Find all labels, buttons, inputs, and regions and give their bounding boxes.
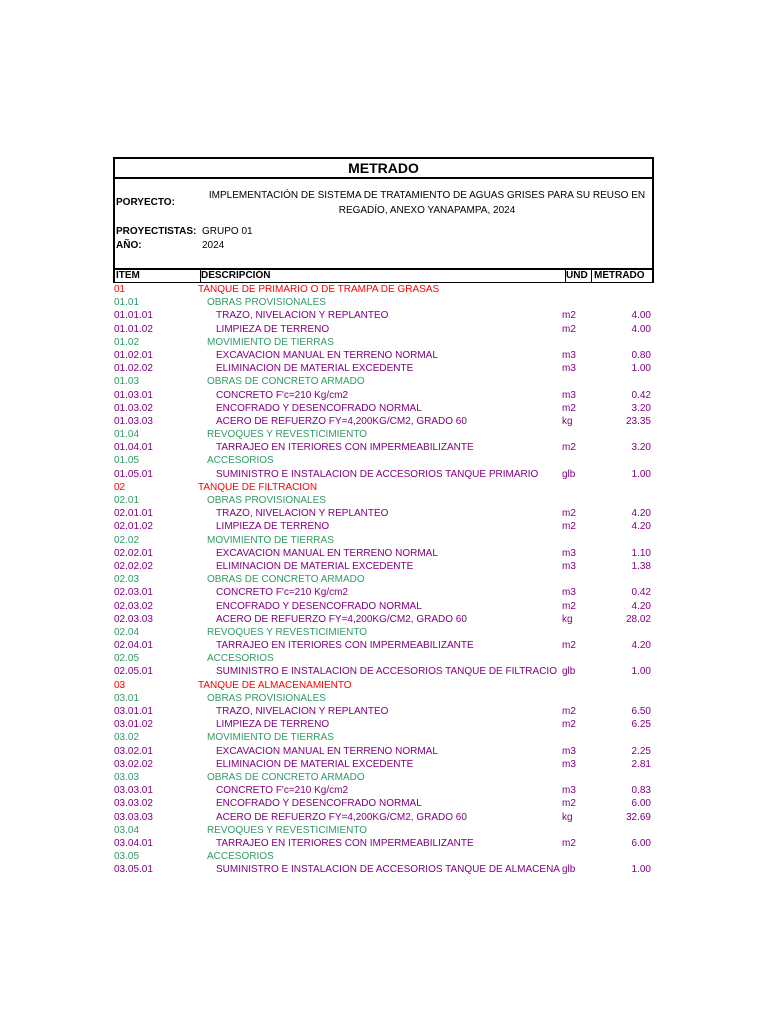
- row-description: REVOQUES Y REVESTICIMIENTO: [207, 626, 368, 638]
- row-item-code: 03: [114, 679, 126, 691]
- table-row: [113, 718, 654, 731]
- row-description: SUMINISTRO E INSTALACION DE ACCESORIOS TANQUE DE ALMACENA: [216, 864, 560, 876]
- row-description: ACCESORIOS: [207, 455, 274, 467]
- table-row: [113, 323, 654, 336]
- row-metrado: 6.00: [631, 837, 651, 849]
- column-header-metrado: METRADO: [594, 270, 645, 281]
- row-description: SUMINISTRO E INSTALACION DE ACCESORIOS TANQUE DE FILTRACIO: [216, 666, 557, 678]
- designers-value: GRUPO 01: [202, 226, 253, 237]
- row-metrado: 6.00: [631, 798, 651, 810]
- table-row: [113, 824, 654, 837]
- row-item-code: 02.05.01: [114, 666, 153, 678]
- row-item-code: 03.02.01: [114, 745, 153, 757]
- row-item-code: 03.03: [114, 771, 140, 783]
- row-description: OBRAS DE CONCRETO ARMADO: [207, 376, 365, 388]
- row-description: MOVIMIENTO DE TIERRAS: [207, 336, 334, 348]
- row-unit: [562, 692, 587, 705]
- row-metrado: 1.00: [631, 864, 651, 876]
- row-item-code: 01.01.02: [114, 323, 153, 335]
- table-row: [113, 402, 654, 415]
- row-description: ENCOFRADO Y DESENCOFRADO NORMAL: [216, 402, 422, 414]
- row-item-code: 01.01.01: [114, 310, 153, 322]
- row-metrado: 0.80: [631, 349, 651, 361]
- row-description: TANQUE DE PRIMARIO O DE TRAMPA DE GRASAS: [198, 284, 440, 295]
- row-description: ACERO DE REFUERZO FY=4,200KG/CM2, GRADO 60: [216, 415, 467, 427]
- row-description: TRAZO, NIVELACION Y REPLANTEO: [216, 508, 389, 520]
- row-item-code: 01.03.02: [114, 402, 153, 414]
- row-unit: [562, 850, 587, 863]
- table-row: [113, 705, 654, 718]
- row-description: OBRAS PROVISIONALES: [207, 692, 326, 704]
- row-description: SUMINISTRO E INSTALACION DE ACCESORIOS TANQUE PRIMARIO: [216, 468, 539, 480]
- row-unit: kg: [562, 811, 573, 823]
- table-row: [113, 441, 654, 454]
- row-metrado: [587, 336, 654, 349]
- table-row: [113, 309, 654, 322]
- column-header-item: ITEM: [115, 270, 201, 282]
- row-description: EXCAVACION MANUAL EN TERRENO NORMAL: [216, 745, 438, 757]
- table-row: [113, 389, 654, 402]
- designers-row: [115, 225, 652, 239]
- row-description: CONCRETO F'c=210 Kg/cm2: [216, 587, 349, 599]
- row-item-code: 02.01.02: [114, 521, 153, 533]
- row-metrado: [587, 283, 654, 296]
- table-row: [113, 758, 654, 771]
- table-row: [113, 520, 654, 533]
- row-unit: m3: [562, 758, 576, 770]
- row-unit: m3: [562, 560, 576, 572]
- table-row: [113, 863, 654, 876]
- table-row: [113, 468, 654, 481]
- table-row: [113, 494, 654, 507]
- row-unit: [562, 652, 587, 665]
- table-row: [113, 613, 654, 626]
- table-row: [113, 481, 654, 494]
- table-row: [113, 507, 654, 520]
- row-description: REVOQUES Y REVESTICIMIENTO: [207, 824, 368, 836]
- row-unit: m3: [562, 745, 576, 757]
- row-unit: m2: [562, 402, 576, 414]
- row-metrado: [587, 454, 654, 467]
- row-description: OBRAS DE CONCRETO ARMADO: [207, 574, 365, 586]
- row-description: MOVIMIENTO DE TIERRAS: [207, 534, 334, 546]
- row-unit: m2: [562, 323, 576, 335]
- row-unit: [562, 428, 587, 441]
- row-description: MOVIMIENTO DE TIERRAS: [207, 732, 334, 744]
- row-item-code: 01: [114, 284, 126, 295]
- table-row: [113, 454, 654, 467]
- row-unit: [562, 375, 587, 388]
- row-metrado: 4.20: [631, 640, 651, 652]
- row-unit: [562, 771, 587, 784]
- table-body: [113, 283, 654, 876]
- row-description: CONCRETO F'c=210 Kg/cm2: [216, 785, 349, 797]
- row-item-code: 01.02: [114, 336, 140, 348]
- row-metrado: [587, 692, 654, 705]
- row-metrado: [587, 679, 654, 692]
- row-description: TRAZO, NIVELACION Y REPLANTEO: [216, 706, 389, 717]
- row-metrado: 4.20: [631, 521, 651, 533]
- row-metrado: 1.00: [631, 468, 651, 480]
- row-unit: [562, 494, 587, 507]
- row-metrado: 1.00: [631, 363, 651, 375]
- row-item-code: 01.04: [114, 429, 140, 441]
- row-description: LIMPIEZA DE TERRENO: [216, 323, 330, 335]
- row-item-code: 02.02.02: [114, 560, 153, 572]
- table-row: [113, 837, 654, 850]
- row-description: ACCESORIOS: [207, 653, 274, 665]
- table-row: [113, 362, 654, 375]
- row-item-code: 03.03.02: [114, 798, 153, 810]
- year-row: [115, 239, 652, 253]
- row-metrado: 1.38: [631, 560, 651, 572]
- row-description: TARRAJEO EN ITERIORES CON IMPERMEABILIZANTE: [216, 442, 474, 454]
- row-description: ELIMINACION DE MATERIAL EXCEDENTE: [216, 363, 414, 375]
- table-row: [113, 415, 654, 428]
- row-description: ELIMINACION DE MATERIAL EXCEDENTE: [216, 560, 414, 572]
- column-header-row: [113, 268, 654, 283]
- row-metrado: 23.35: [625, 415, 651, 427]
- row-metrado: 2.81: [631, 758, 651, 770]
- row-item-code: 03.01: [114, 692, 140, 704]
- row-unit: m2: [562, 706, 576, 717]
- row-description: TANQUE DE ALMACENAMIENTO: [198, 679, 352, 691]
- row-metrado: 1.00: [631, 666, 651, 678]
- row-unit: [562, 454, 587, 467]
- column-header-unit: UND: [566, 270, 592, 282]
- row-item-code: 02.03.03: [114, 613, 153, 625]
- row-metrado: 4.00: [631, 310, 651, 322]
- row-unit: [562, 534, 587, 547]
- row-item-code: 03.05: [114, 851, 140, 863]
- row-unit: m3: [562, 389, 576, 401]
- year-value: 2024: [202, 240, 225, 251]
- row-item-code: 03.04.01: [114, 837, 153, 849]
- row-metrado: 4.20: [631, 508, 651, 520]
- row-item-code: 01.05.01: [114, 468, 153, 480]
- table-row: [113, 784, 654, 797]
- row-unit: [562, 824, 587, 837]
- row-description: OBRAS PROVISIONALES: [207, 297, 326, 309]
- row-unit: m3: [562, 349, 576, 361]
- row-metrado: 3.20: [631, 442, 651, 454]
- row-unit: kg: [562, 415, 573, 427]
- row-description: REVOQUES Y REVESTICIMIENTO: [207, 429, 368, 441]
- row-item-code: 01.05: [114, 455, 140, 467]
- table-row: [113, 428, 654, 441]
- row-metrado: 28.02: [625, 613, 651, 625]
- year-label: AÑO:: [116, 240, 142, 251]
- row-item-code: 02.03: [114, 574, 140, 586]
- row-description: EXCAVACION MANUAL EN TERRENO NORMAL: [216, 547, 438, 559]
- row-unit: m2: [562, 837, 576, 849]
- table-row: [113, 652, 654, 665]
- row-item-code: 02.05: [114, 653, 140, 665]
- row-metrado: [587, 494, 654, 507]
- table-row: [113, 797, 654, 810]
- row-description: ACERO DE REFUERZO FY=4,200KG/CM2, GRADO 60: [216, 613, 467, 625]
- row-unit: glb: [562, 468, 576, 480]
- table-row: [113, 349, 654, 362]
- row-item-code: 01.03: [114, 376, 140, 388]
- row-unit: [562, 336, 587, 349]
- row-unit: m2: [562, 719, 576, 731]
- table-row: [113, 692, 654, 705]
- row-description: ACERO DE REFUERZO FY=4,200KG/CM2, GRADO 60: [216, 811, 467, 823]
- row-description: OBRAS DE CONCRETO ARMADO: [207, 771, 365, 783]
- row-item-code: 01.04.01: [114, 442, 153, 454]
- row-description: CONCRETO F'c=210 Kg/cm2: [216, 389, 349, 401]
- row-metrado: [587, 731, 654, 744]
- row-item-code: 02.02.01: [114, 547, 153, 559]
- row-metrado: 3.20: [631, 402, 651, 414]
- sheet-title: METRADO: [115, 159, 652, 179]
- project-text: IMPLEMENTACIÓN DE SISTEMA DE TRATAMIENTO DE AGUAS GRISES PARA SU REUSO EN REGADÍO, ANEXO YANAPAMPA, 2024: [208, 190, 646, 216]
- row-item-code: 02: [114, 481, 126, 493]
- row-description: EXCAVACION MANUAL EN TERRENO NORMAL: [216, 349, 438, 361]
- row-metrado: 0.42: [631, 587, 651, 599]
- row-description: TARRAJEO EN ITERIORES CON IMPERMEABILIZANTE: [216, 640, 474, 652]
- table-row: [113, 534, 654, 547]
- row-item-code: 03.05.01: [114, 864, 153, 876]
- project-label: PORYECTO:: [116, 196, 175, 208]
- row-metrado: 6.25: [631, 719, 651, 731]
- row-metrado: 32.69: [625, 811, 651, 823]
- row-item-code: 03.04: [114, 824, 140, 836]
- row-unit: m2: [562, 798, 576, 810]
- row-item-code: 03.03.03: [114, 811, 153, 823]
- row-metrado: [587, 296, 654, 309]
- row-metrado: [587, 850, 654, 863]
- row-description: LIMPIEZA DE TERRENO: [216, 719, 330, 731]
- row-item-code: 01.02.01: [114, 349, 153, 361]
- row-unit: kg: [562, 613, 573, 625]
- row-metrado: 0.42: [631, 389, 651, 401]
- row-unit: [562, 481, 587, 494]
- row-unit: m3: [562, 587, 576, 599]
- table-row: [113, 560, 654, 573]
- row-metrado: 0.83: [631, 785, 651, 797]
- row-metrado: 4.20: [631, 600, 651, 612]
- table-row: [113, 375, 654, 388]
- row-unit: m2: [562, 508, 576, 520]
- row-unit: [562, 573, 587, 586]
- row-item-code: 03.02.02: [114, 758, 153, 770]
- row-item-code: 01.03.01: [114, 389, 153, 401]
- row-metrado: [587, 573, 654, 586]
- row-unit: m2: [562, 640, 576, 652]
- row-unit: m2: [562, 442, 576, 454]
- header-spacer: [115, 253, 652, 268]
- table-row: [113, 679, 654, 692]
- row-description: ENCOFRADO Y DESENCOFRADO NORMAL: [216, 600, 422, 612]
- row-metrado: 1.10: [631, 547, 651, 559]
- row-unit: [562, 296, 587, 309]
- project-row: [115, 179, 652, 225]
- table-row: [113, 586, 654, 599]
- row-item-code: 02.01.01: [114, 508, 153, 520]
- row-description: TRAZO, NIVELACION Y REPLANTEO: [216, 310, 389, 322]
- row-metrado: [587, 428, 654, 441]
- row-unit: m2: [562, 600, 576, 612]
- row-item-code: 03.02: [114, 732, 140, 744]
- row-description: TARRAJEO EN ITERIORES CON IMPERMEABILIZANTE: [216, 837, 474, 849]
- table-row: [113, 283, 654, 296]
- row-unit: m3: [562, 785, 576, 797]
- row-item-code: 01.01: [114, 297, 140, 309]
- row-unit: [562, 731, 587, 744]
- row-description: ELIMINACION DE MATERIAL EXCEDENTE: [216, 758, 414, 770]
- row-metrado: [587, 481, 654, 494]
- row-item-code: 03.03.01: [114, 785, 153, 797]
- row-item-code: 01.03.03: [114, 415, 153, 427]
- table-row: [113, 600, 654, 613]
- row-item-code: 02.03.02: [114, 600, 153, 612]
- table-row: [113, 665, 654, 678]
- row-item-code: 02.04: [114, 626, 140, 638]
- row-item-code: 03.01.01: [114, 706, 153, 717]
- row-metrado: [587, 375, 654, 388]
- row-item-code: 02.04.01: [114, 640, 153, 652]
- row-unit: m3: [562, 363, 576, 375]
- row-item-code: 02.02: [114, 534, 140, 546]
- table-row: [113, 639, 654, 652]
- table-row: [113, 771, 654, 784]
- table-row: [113, 573, 654, 586]
- row-description: OBRAS PROVISIONALES: [207, 495, 326, 506]
- row-unit: m3: [562, 547, 576, 559]
- row-description: TANQUE DE FILTRACION: [198, 481, 318, 493]
- row-metrado: [587, 626, 654, 639]
- row-unit: glb: [562, 666, 576, 678]
- row-description: ACCESORIOS: [207, 851, 274, 863]
- row-item-code: 02.03.01: [114, 587, 153, 599]
- row-item-code: 02.01: [114, 495, 140, 506]
- table-row: [113, 745, 654, 758]
- row-item-code: 01.02.02: [114, 363, 153, 375]
- table-row: [113, 296, 654, 309]
- row-unit: [562, 283, 587, 296]
- table-row: [113, 626, 654, 639]
- row-metrado: 6.50: [631, 706, 651, 717]
- row-unit: [562, 626, 587, 639]
- header-box: [113, 157, 654, 268]
- row-metrado: [587, 771, 654, 784]
- row-metrado: [587, 534, 654, 547]
- row-unit: glb: [562, 864, 576, 876]
- metrado-sheet: [113, 157, 654, 876]
- table-row: [113, 336, 654, 349]
- column-header-description: DESCRIPCIÓN: [201, 270, 566, 282]
- row-metrado: 4.00: [631, 323, 651, 335]
- row-description: LIMPIEZA DE TERRENO: [216, 521, 330, 533]
- row-unit: [562, 679, 587, 692]
- row-description: ENCOFRADO Y DESENCOFRADO NORMAL: [216, 798, 422, 810]
- table-row: [113, 850, 654, 863]
- designers-label: PROYECTISTAS:: [116, 226, 197, 237]
- table-row: [113, 547, 654, 560]
- row-unit: m2: [562, 521, 576, 533]
- row-unit: m2: [562, 310, 576, 322]
- row-metrado: 2.25: [631, 745, 651, 757]
- row-metrado: [587, 824, 654, 837]
- row-item-code: 03.01.02: [114, 719, 153, 731]
- table-row: [113, 811, 654, 824]
- table-row: [113, 731, 654, 744]
- row-metrado: [587, 652, 654, 665]
